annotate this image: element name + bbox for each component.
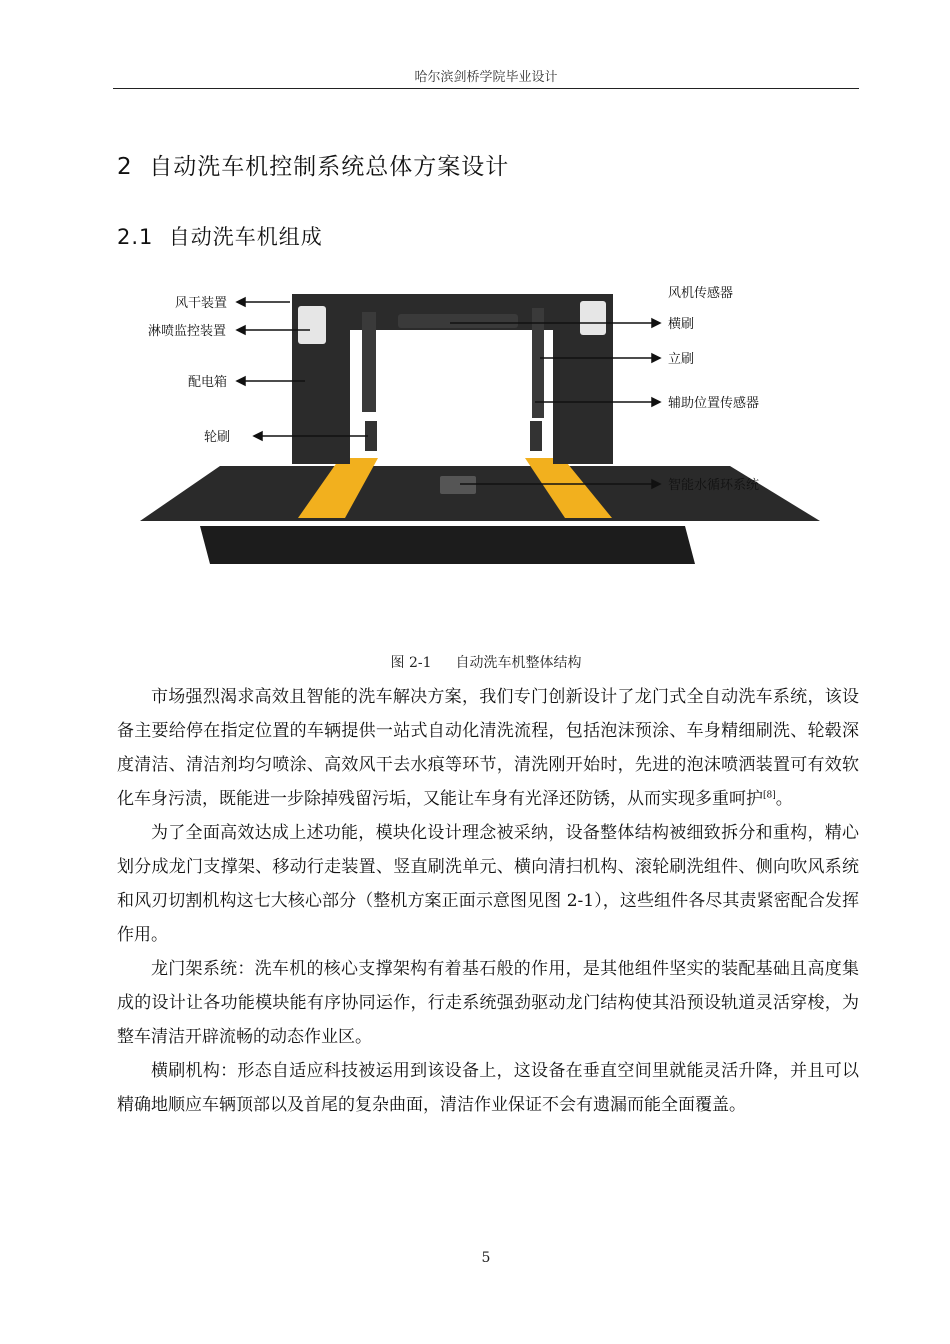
car-wash-structure-figure — [140, 286, 820, 576]
water-recycle-drain — [440, 476, 476, 494]
gantry-opening — [350, 330, 553, 456]
right-panel-window — [580, 301, 606, 335]
section-number: 2 — [117, 154, 133, 180]
header-rule — [113, 88, 859, 89]
subsection-number: 2.1 — [117, 225, 154, 249]
label-vertical-brush: 立刷 — [668, 352, 695, 367]
label-spray-monitor: 淋喷监控装置 — [148, 324, 227, 339]
road-surface — [140, 466, 820, 521]
label-wheel-brush: 轮刷 — [204, 430, 231, 445]
paragraph-text: 市场强烈渴求高效且智能的洗车解决方案，我们专门创新设计了龙门式全自动洗车系统，该设备主要给停在指定位置的车辆提供一站式自动化清洗流程，包括泡沫预涂、车身精细刷洗、轮毂深度清洁、清洁剂均匀喷涂、高效风干去水痕等环节，清洗刚开始时，先进的泡沫喷洒装置可有效软化车身污渍，既能进一步除掉残留污垢，又能让车身有光泽还防锈，从而实现多重呵护 — [117, 687, 859, 809]
body-text — [117, 680, 859, 1122]
figure-caption — [113, 652, 859, 672]
road-front-edge — [200, 526, 695, 564]
paragraph: 为了全面高效达成上述功能，模块化设计理念被采纳，设备整体结构被细致拆分和重构，精心划分成龙门支撑架、移动行走装置、竖直刷洗单元、横向清扫机构、滚轮刷洗组件、侧向吹风系统和风刃切割机构这七大核心部分（整机方案正面示意图见图 2-1），这些组件各尽其责紧密配合发挥作用。 — [117, 823, 859, 945]
figure-number: 图 2-1 — [390, 655, 432, 671]
wheel-brush-right — [530, 421, 542, 451]
page-number: 5 — [481, 1250, 491, 1266]
label-aux-position-sensor: 辅助位置传感器 — [668, 396, 760, 411]
paragraph: 横刷机构：形态自适应科技被运用到该设备上，这设备在垂直空间里就能灵活升降，并且可以精确地顺应车辆顶部以及首尾的复杂曲面，清洁作业保证不会有遗漏而能全面覆盖。 — [117, 1061, 859, 1115]
label-fan-sensor: 风机传感器 — [668, 286, 734, 301]
paragraph — [117, 680, 859, 816]
section-heading — [117, 148, 509, 181]
citation-ref: [8] — [763, 790, 776, 801]
paragraph: 龙门架系统：洗车机的核心支撑架构有着基石般的作用，是其他组件坚实的装配基础且高度集成的设计让各功能模块能有序协同运作，行走系统强劲驱动龙门结构使其沿预设轨道灵活穿梭，为整车清洁开辟流畅的动态作业区。 — [117, 959, 859, 1047]
label-water-recycle: 智能水循环系统 — [668, 478, 760, 493]
subsection-heading — [117, 221, 323, 251]
figure-title: 自动洗车机整体结构 — [455, 655, 582, 671]
running-header: 哈尔滨剑桥学院毕业设计 — [414, 70, 558, 85]
label-distribution-box: 配电箱 — [188, 375, 228, 390]
car-wash-diagram — [140, 286, 820, 576]
paragraph-tail: 。 — [775, 789, 793, 809]
left-vertical-brush — [362, 312, 376, 412]
horizontal-brush — [398, 314, 518, 328]
label-horizontal-brush: 横刷 — [668, 317, 695, 332]
left-panel-window — [298, 306, 326, 344]
label-air-dryer: 风干装置 — [175, 296, 228, 311]
subsection-title: 自动洗车机组成 — [168, 225, 323, 249]
section-title: 自动洗车机控制系统总体方案设计 — [149, 154, 510, 180]
